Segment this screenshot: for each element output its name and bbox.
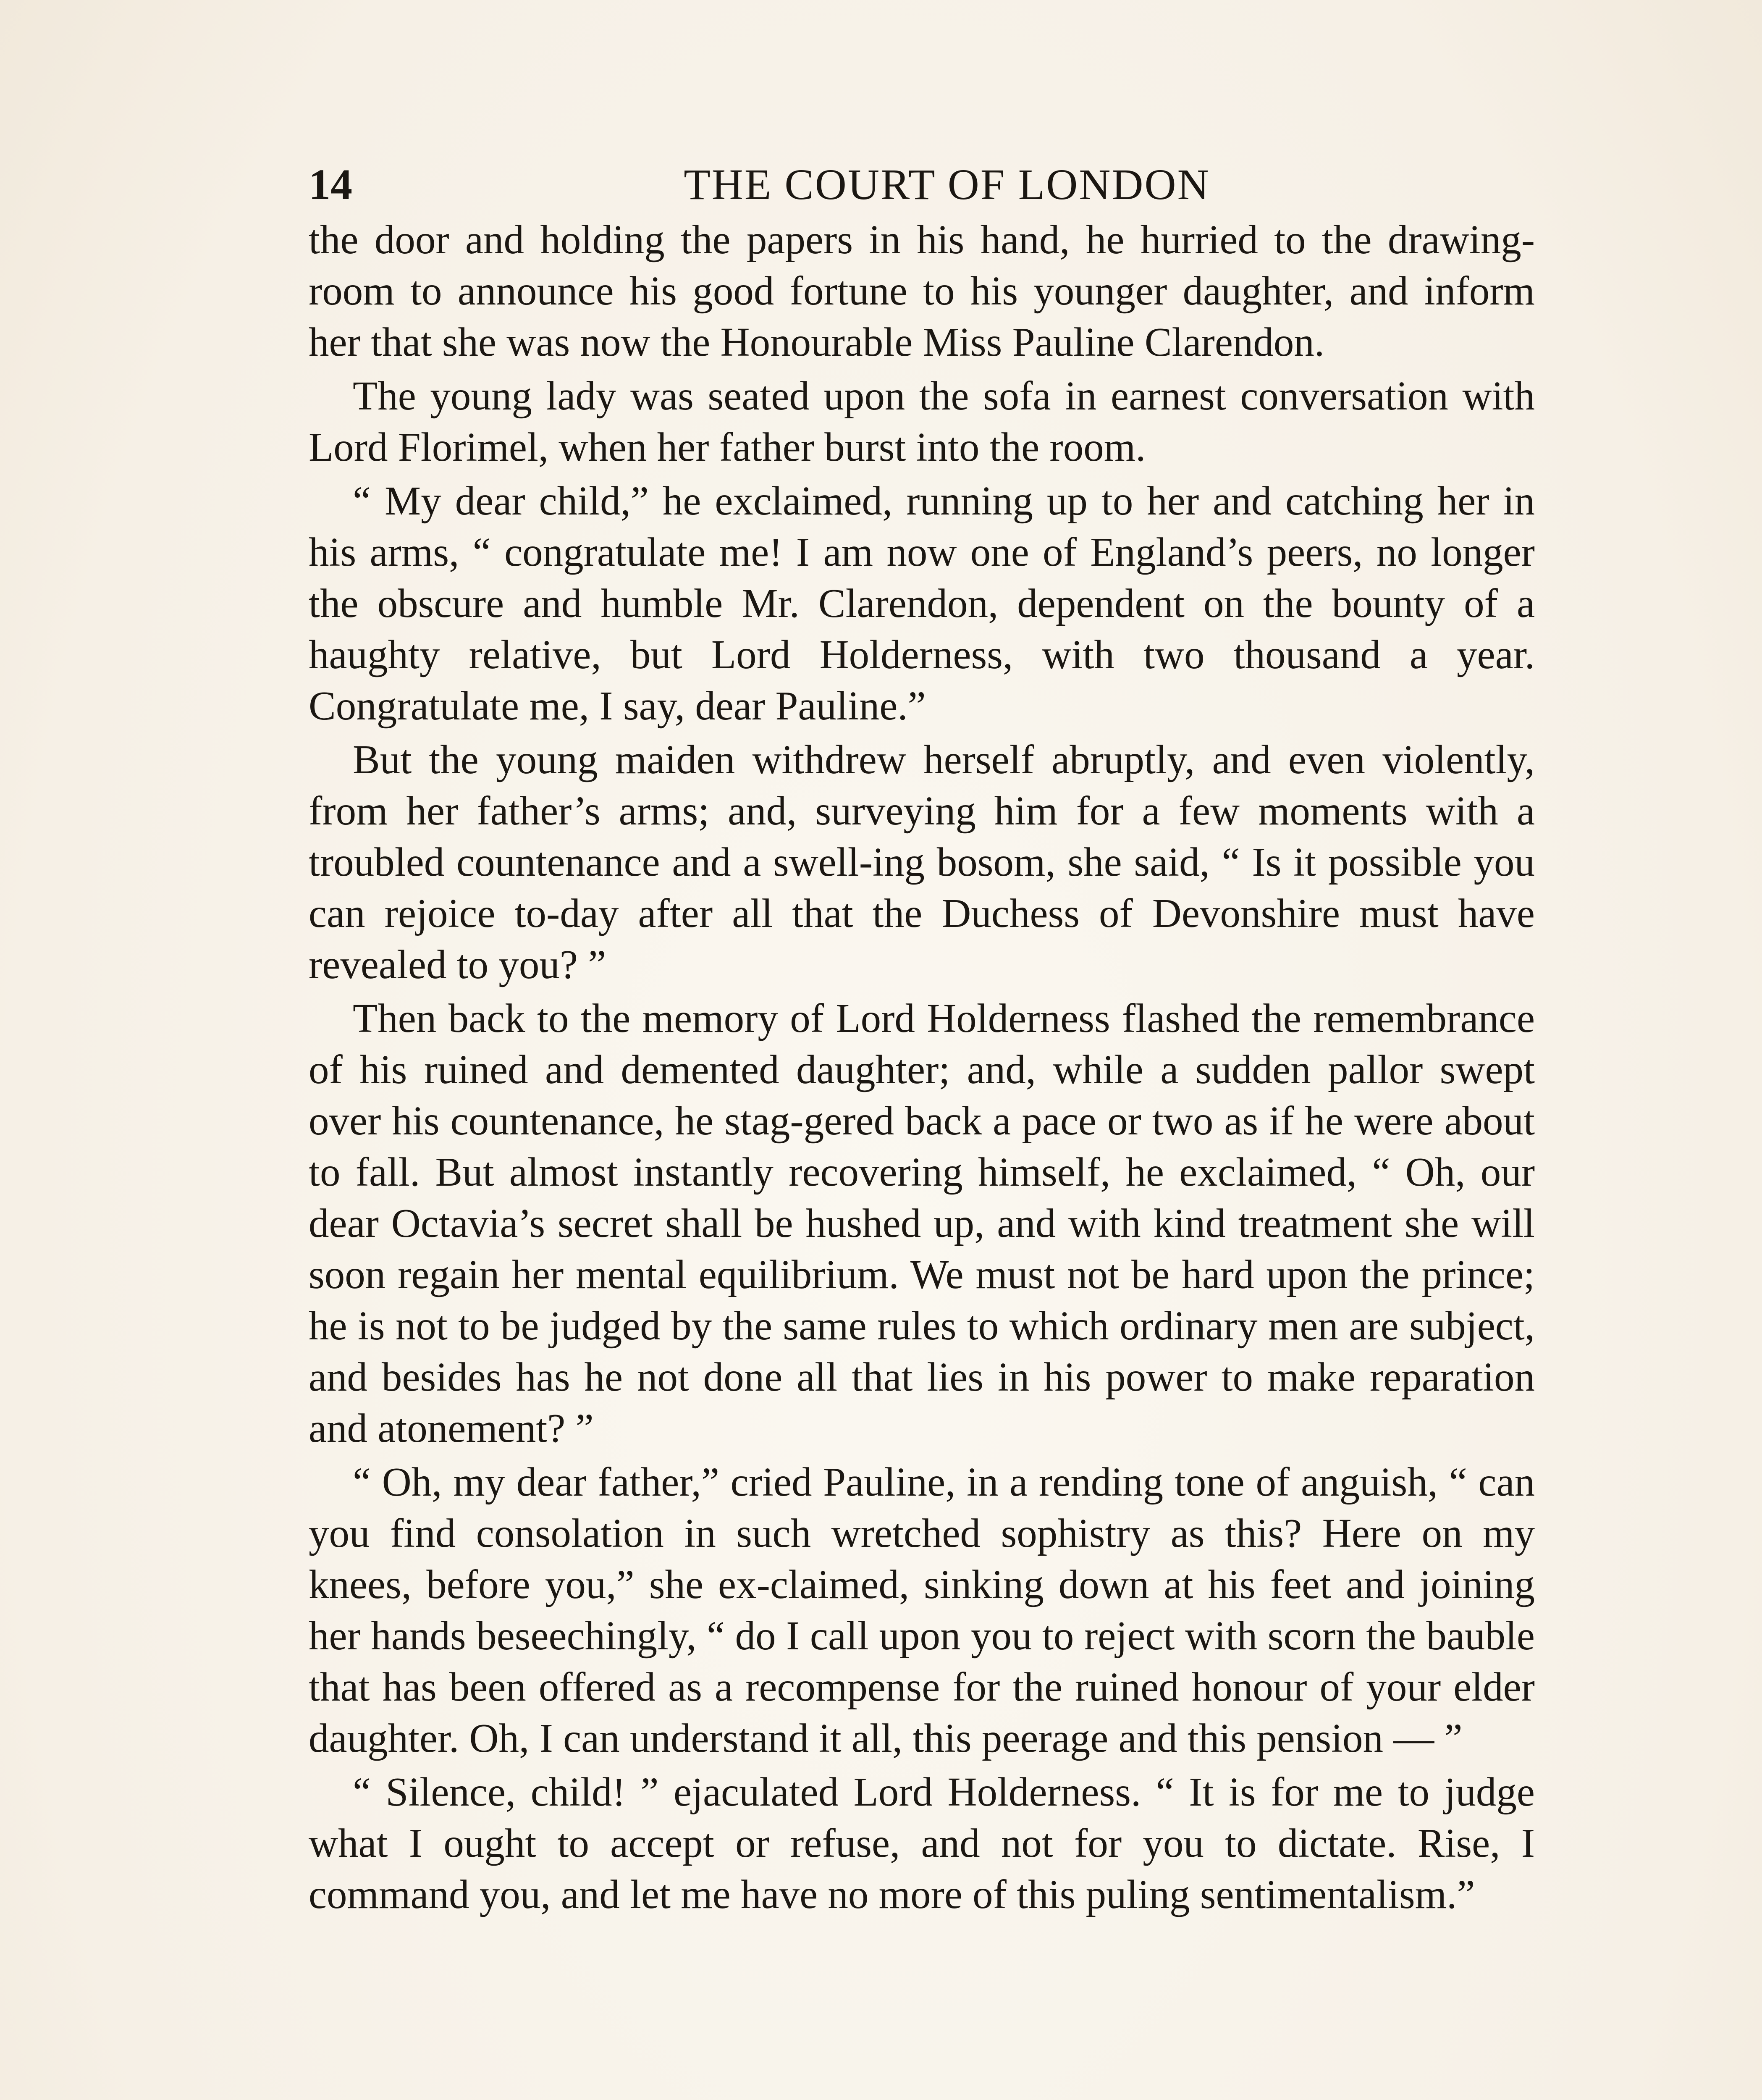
running-title: THE COURT OF LONDON	[684, 160, 1210, 209]
paragraph: “ Oh, my dear father,” cried Pauline, in a rending tone of anguish, “ can you find consolation in such wretched sophistry as this? Here on my knees, before you,” she ex-claimed, sinking down at his feet and joining her hands beseechingly, “ do I call upon you to reject with scorn the bauble that has been offered as a recompense for the ruined honour of your elder daughter. Oh, I can understand it all, this peerage and this pension — ”	[309, 1460, 1535, 1761]
paragraph: The young lady was seated upon the sofa in earnest conversation with Lord Florimel, when her father burst into the room.	[309, 373, 1535, 470]
paragraph: “ My dear child,” he exclaimed, running up to her and catching her in his arms, “ congratulate me! I am now one of England’s peers, no longer the obscure and humble Mr. Clarendon, dependent on the bounty of a haughty relative, but Lord Holderness, with two thousand a year. Congratulate me, I say, dear Pauline.”	[309, 478, 1535, 728]
paragraph: the door and holding the papers in his hand, he hurried to the drawing-room to announce his good fortune to his younger daughter, and inform her that she was now the Honourable Miss Pauline Clarendon.	[309, 217, 1535, 365]
paragraph: “ Silence, child! ” ejaculated Lord Holderness. “ It is for me to judge what I ought to accept or refuse, and not for you to dictate. Rise, I command you, and let me have no more of this puling sentimentalism.”	[309, 1769, 1535, 1917]
body-text	[309, 214, 1535, 1920]
text-block	[309, 155, 1535, 1920]
page-header	[309, 155, 1535, 214]
page-number: 14	[309, 160, 352, 209]
paragraph: Then back to the memory of Lord Holderness flashed the remembrance of his ruined and demented daughter; and, while a sudden pallor swept over his countenance, he stag-gered back a pace or two as if he were about to fall. But almost instantly recovering himself, he exclaimed, “ Oh, our dear Octavia’s secret shall be hushed up, and with kind treatment she will soon regain her mental equilibrium. We must not be hard upon the prince; he is not to be judged by the same rules to which ordinary men are subject, and besides has he not done all that lies in his power to make reparation and atonement? ”	[309, 996, 1535, 1451]
paragraph: But the young maiden withdrew herself abruptly, and even violently, from her father’s arms; and, surveying him for a few moments with a troubled countenance and a swell-ing bosom, she said, “ Is it possible you can rejoice to-day after all that the Duchess of Devonshire must have revealed to you? ”	[309, 737, 1535, 987]
